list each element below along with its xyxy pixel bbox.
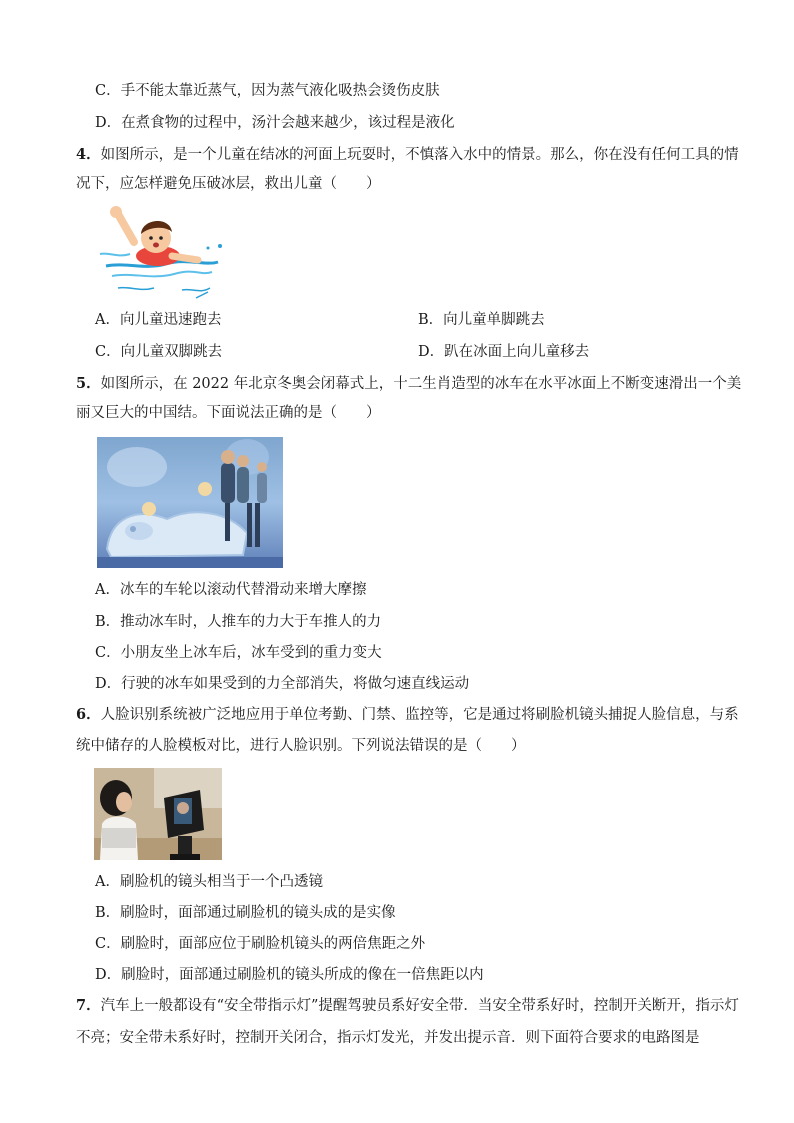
q7-stem-line-1: 7．汽车上一般都设有“安全带指示灯”提醒驾驶员系好安全带．当安全带系好时，控制开关断开，指示灯	[76, 997, 739, 1014]
q5-stem-line-2: 丽又巨大的中国结。下面说法正确的是（ ）	[76, 405, 381, 421]
q7-number: 7．	[76, 997, 101, 1014]
q4-stem-line-2: 况下，应怎样避免压破冰层，救出儿童（ ）	[76, 176, 381, 192]
q6-stem-line-2: 统中储存的人脸模板对比，进行人脸识别。下列说法错误的是（ ）	[76, 738, 526, 754]
q5-number: 5．	[76, 375, 101, 392]
q4-stem-line-1: 4．如图所示，是一个儿童在结冰的河面上玩耍时，不慎落入水中的情景。那么，你在没有任何工具的情	[76, 146, 739, 163]
q3-option-c: C．手不能太靠近蒸气，因为蒸气液化吸热会烫伤皮肤	[95, 83, 440, 99]
q3-option-d: D．在煮食物的过程中，汤汁会越来越少，该过程是液化	[95, 115, 455, 131]
q5-stem-line-1: 5．如图所示，在 2022 年北京冬奥会闭幕式上，十二生肖造型的冰车在水平冰面上不断变速滑出一个美	[76, 375, 742, 392]
q4-number: 4．	[76, 146, 101, 163]
q5-option-d: D．行驶的冰车如果受到的力全部消失，将做匀速直线运动	[95, 676, 470, 692]
q4-option-a: A．向儿童迅速跑去	[95, 312, 222, 328]
q4-option-b: B．向儿童单脚跳去	[418, 312, 545, 328]
q6-option-c: C．刷脸时，面部应位于刷脸机镜头的两倍焦距之外	[95, 936, 426, 952]
ice-sled-ceremony-photo	[97, 437, 283, 568]
q4-option-c: C．向儿童双脚跳去	[95, 344, 223, 360]
q5-option-a: A．冰车的车轮以滚动代替滑动来增大摩擦	[95, 582, 367, 598]
q5-option-b: B．推动冰车时，人推车的力大于车推人的力	[95, 614, 382, 630]
q5-option-c: C．小朋友坐上冰车后，冰车受到的重力变大	[95, 645, 382, 661]
q6-option-d: D．刷脸时，面部通过刷脸机的镜头所成的像在一倍焦距以内	[95, 967, 484, 983]
face-recognition-photo	[94, 768, 222, 860]
q6-option-b: B．刷脸时，面部通过刷脸机的镜头成的是实像	[95, 905, 396, 921]
q6-option-a: A．刷脸机的镜头相当于一个凸透镜	[95, 874, 323, 890]
q6-stem-line-1: 6．人脸识别系统被广泛地应用于单位考勤、门禁、监控等，它是通过将刷脸机镜头捕捉人脸信息，与系	[76, 706, 739, 723]
drowning-child-illustration	[96, 204, 228, 304]
q4-option-d: D．趴在冰面上向儿童移去	[418, 344, 590, 360]
q6-number: 6．	[76, 706, 101, 723]
q7-stem-line-2: 不亮；安全带未系好时，控制开关闭合，指示灯发光，并发出提示音．则下面符合要求的电路图是	[76, 1030, 700, 1046]
